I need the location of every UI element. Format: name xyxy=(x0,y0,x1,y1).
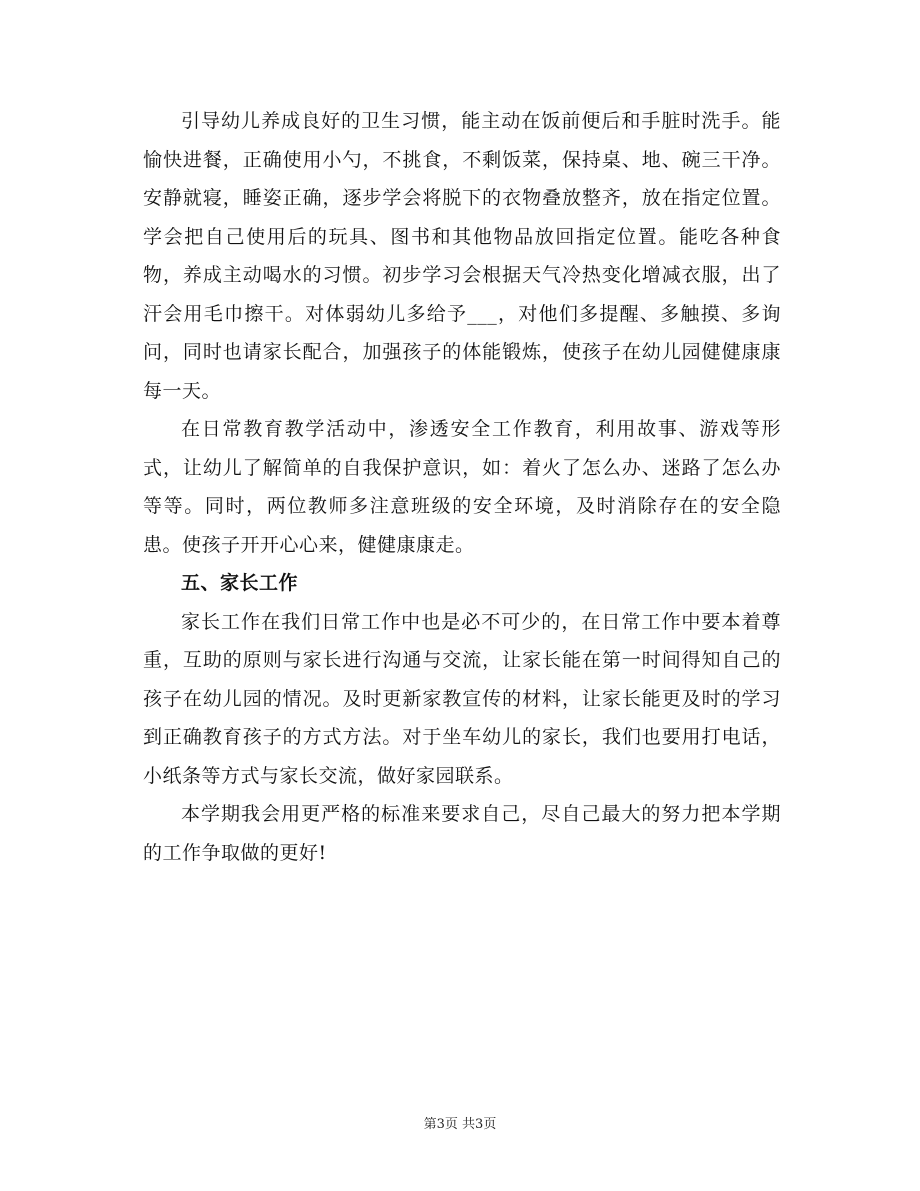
page-number-footer: 第3页 共3页 xyxy=(423,1117,497,1132)
body-paragraph-parent-work: 家长工作在我们日常工作中也是必不可少的，在日常工作中要本着尊重，互助的原则与家长进行沟通与交流，让家长能在第一时间得知自己的孩子在幼儿园的情况。及时更新家教宣传的材料，让家长能更及时的学习到正确教育孩子的方式方法。对于坐车幼儿的家长，我们也要用打电话，小纸条等方式与家长交流，做好家园联系。 xyxy=(143,610,781,787)
document-body xyxy=(143,102,781,872)
body-paragraph-closing: 本学期我会用更严格的标准来要求自己，尽自己最大的努力把本学期的工作争取做的更好! xyxy=(143,803,781,864)
body-paragraph-safety: 在日常教育教学活动中，渗透安全工作教育，利用故事、游戏等形式，让幼儿了解简单的自我保护意识，如：着火了怎么办、迷路了怎么办等等。同时，两位教师多注意班级的安全环境，及时消除存在的安全隐患。使孩子开开心心来，健健康康走。 xyxy=(143,418,781,556)
body-paragraph-hygiene: 引导幼儿养成良好的卫生习惯，能主动在饭前便后和手脏时洗手。能愉快进餐，正确使用小勺，不挑食，不剩饭菜，保持桌、地、碗三干净。安静就寝，睡姿正确，逐步学会将脱下的衣物叠放整齐，放在指定位置。学会把自己使用后的玩具、图书和其他物品放回指定位置。能吃各种食物，养成主动喝水的习惯。初步学习会根据天气冷热变化增减衣服，出了汗会用毛巾擦干。对体弱幼儿多给予___，对他们多提醒、多触摸、多询问，同时也请家长配合，加强孩子的体能锻炼，使孩子在幼儿园健健康康每一天。 xyxy=(143,110,781,402)
section-heading-parent-work: 五、家长工作 xyxy=(181,572,299,594)
